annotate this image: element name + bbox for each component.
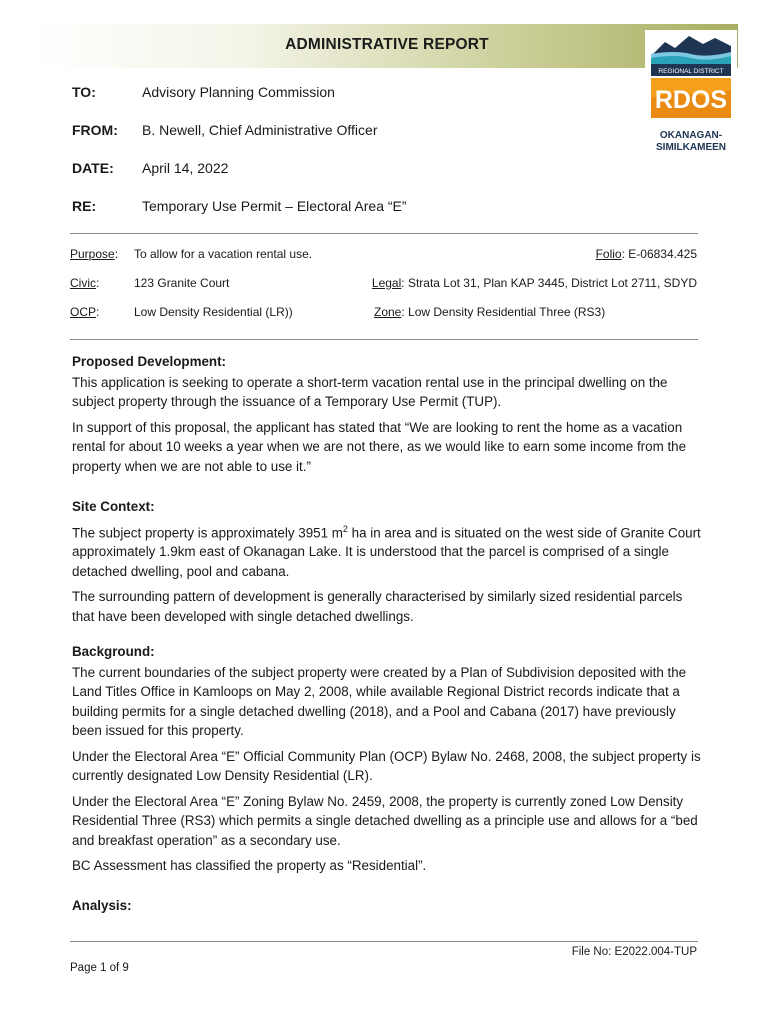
rdos-logo [645,30,737,154]
to-value: Advisory Planning Commission [142,84,335,100]
ocp-value: Low Density Residential (LR)) [134,305,293,319]
proposed-paragraph-2: In support of this proposal, the applicant has stated that “We are looking to rent the home as a vacation rental for about 10 weeks a year when we are not there, as we would like to earn some income from the property when we are not able to use it.” [72,419,687,474]
zone-field: Zone: Low Density Residential Three (RS3) [374,305,606,319]
legal-field: Legal: Strata Lot 31, Plan KAP 3445, District Lot 2711, SDYD [371,276,697,290]
re-value: Temporary Use Permit – Electoral Area “E” [142,198,407,214]
analysis-heading: Analysis: [72,898,132,913]
background-heading: Background: [72,644,155,659]
divider-meta [70,339,698,340]
background-paragraph-4: BC Assessment has classified the property as “Residential”. [72,858,427,873]
page-number: Page 1 of 9 [70,962,129,974]
zone-label: Zone [374,305,402,319]
site-context-section [72,497,702,626]
legal-value: Strata Lot 31, Plan KAP 3445, District Lot 2711, SDYD [407,276,697,290]
folio-label: Folio [595,247,622,261]
analysis-section [72,896,702,916]
site-heading: Site Context: [72,499,155,514]
site-p1-end: ha in area and is situated on the west side of Granite Court approximately 1.9km east of Okanagan Lake. It is understood that the parcel is comprised of a single detached dwelling, pool and cabana. [72,524,701,579]
date-value: April 14, 2022 [142,160,229,176]
civic-field: Civic: [70,276,100,290]
purpose-field: Purpose: [70,247,119,261]
to-label: TO: [72,84,96,100]
logo-sub1: OKANAGAN- [659,130,723,141]
site-p1-superscript: 2 [342,523,348,534]
logo-top-text: REGIONAL DISTRICT [658,68,724,75]
report-title: ADMINISTRATIVE REPORT [285,36,489,53]
proposed-paragraph-1: This application is seeking to operate a short-term vacation rental use in the principal dwelling on the subject property through the issuance of a Temporary Use Permit (TUP). [72,374,668,409]
from-value: B. Newell, Chief Administrative Officer [142,122,378,138]
report-title-banner [36,24,738,68]
re-label: RE: [72,198,97,214]
civic-value: 123 Granite Court [134,276,230,290]
civic-label: Civic [70,276,96,290]
ocp-label: OCP [70,305,97,319]
purpose-value: To allow for a vacation rental use. [134,247,313,261]
site-paragraph-1 [72,520,702,582]
folio-field: Folio: E-06834.425 [595,247,697,261]
divider-top [70,233,698,234]
site-p1-start: The subject property is approximately 3951 m [72,524,343,540]
proposed-heading: Proposed Development: [72,354,227,369]
site-paragraph-2: The surrounding pattern of development is generally characterised by similarly sized residential parcels that have been developed with single detached dwellings. [72,589,683,624]
purpose-label: Purpose [70,247,115,261]
background-paragraph-1: The current boundaries of the subject property were created by a Plan of Subdivision deposited with the Land Titles Office in Kamloops on May 2, 2008, while available Regional District records indicate that a building permits for a single detached dwelling (2018), and a Pool and Cabana (2017) have previously been issued for this property. [72,664,687,738]
background-section [72,642,702,876]
divider-footer [70,941,698,942]
folio-value: E-06834.425 [628,247,697,261]
ocp-field: OCP: [70,305,100,319]
background-paragraph-2: Under the Electoral Area “E” Official Community Plan (OCP) Bylaw No. 2468, 2008, the subject property is currently designated Low Density Residential (LR). [72,748,701,783]
proposed-development-section [72,352,702,476]
logo-sub2: SIMILKAMEEN [656,142,726,153]
date-label: DATE: [72,160,114,176]
file-number: File No: E2022.004-TUP [571,946,697,958]
background-paragraph-3: Under the Electoral Area “E” Zoning Bylaw No. 2459, 2008, the property is currently zoned Low Density Residential Three (RS3) which permits a single detached dwelling as a principle use and allows for a “bed and breakfast operation” as a secondary use. [72,793,698,848]
zone-value: Low Density Residential Three (RS3) [408,305,606,319]
logo-name: RDOS [654,86,728,114]
from-label: FROM: [72,122,118,138]
legal-label: Legal [371,276,402,290]
